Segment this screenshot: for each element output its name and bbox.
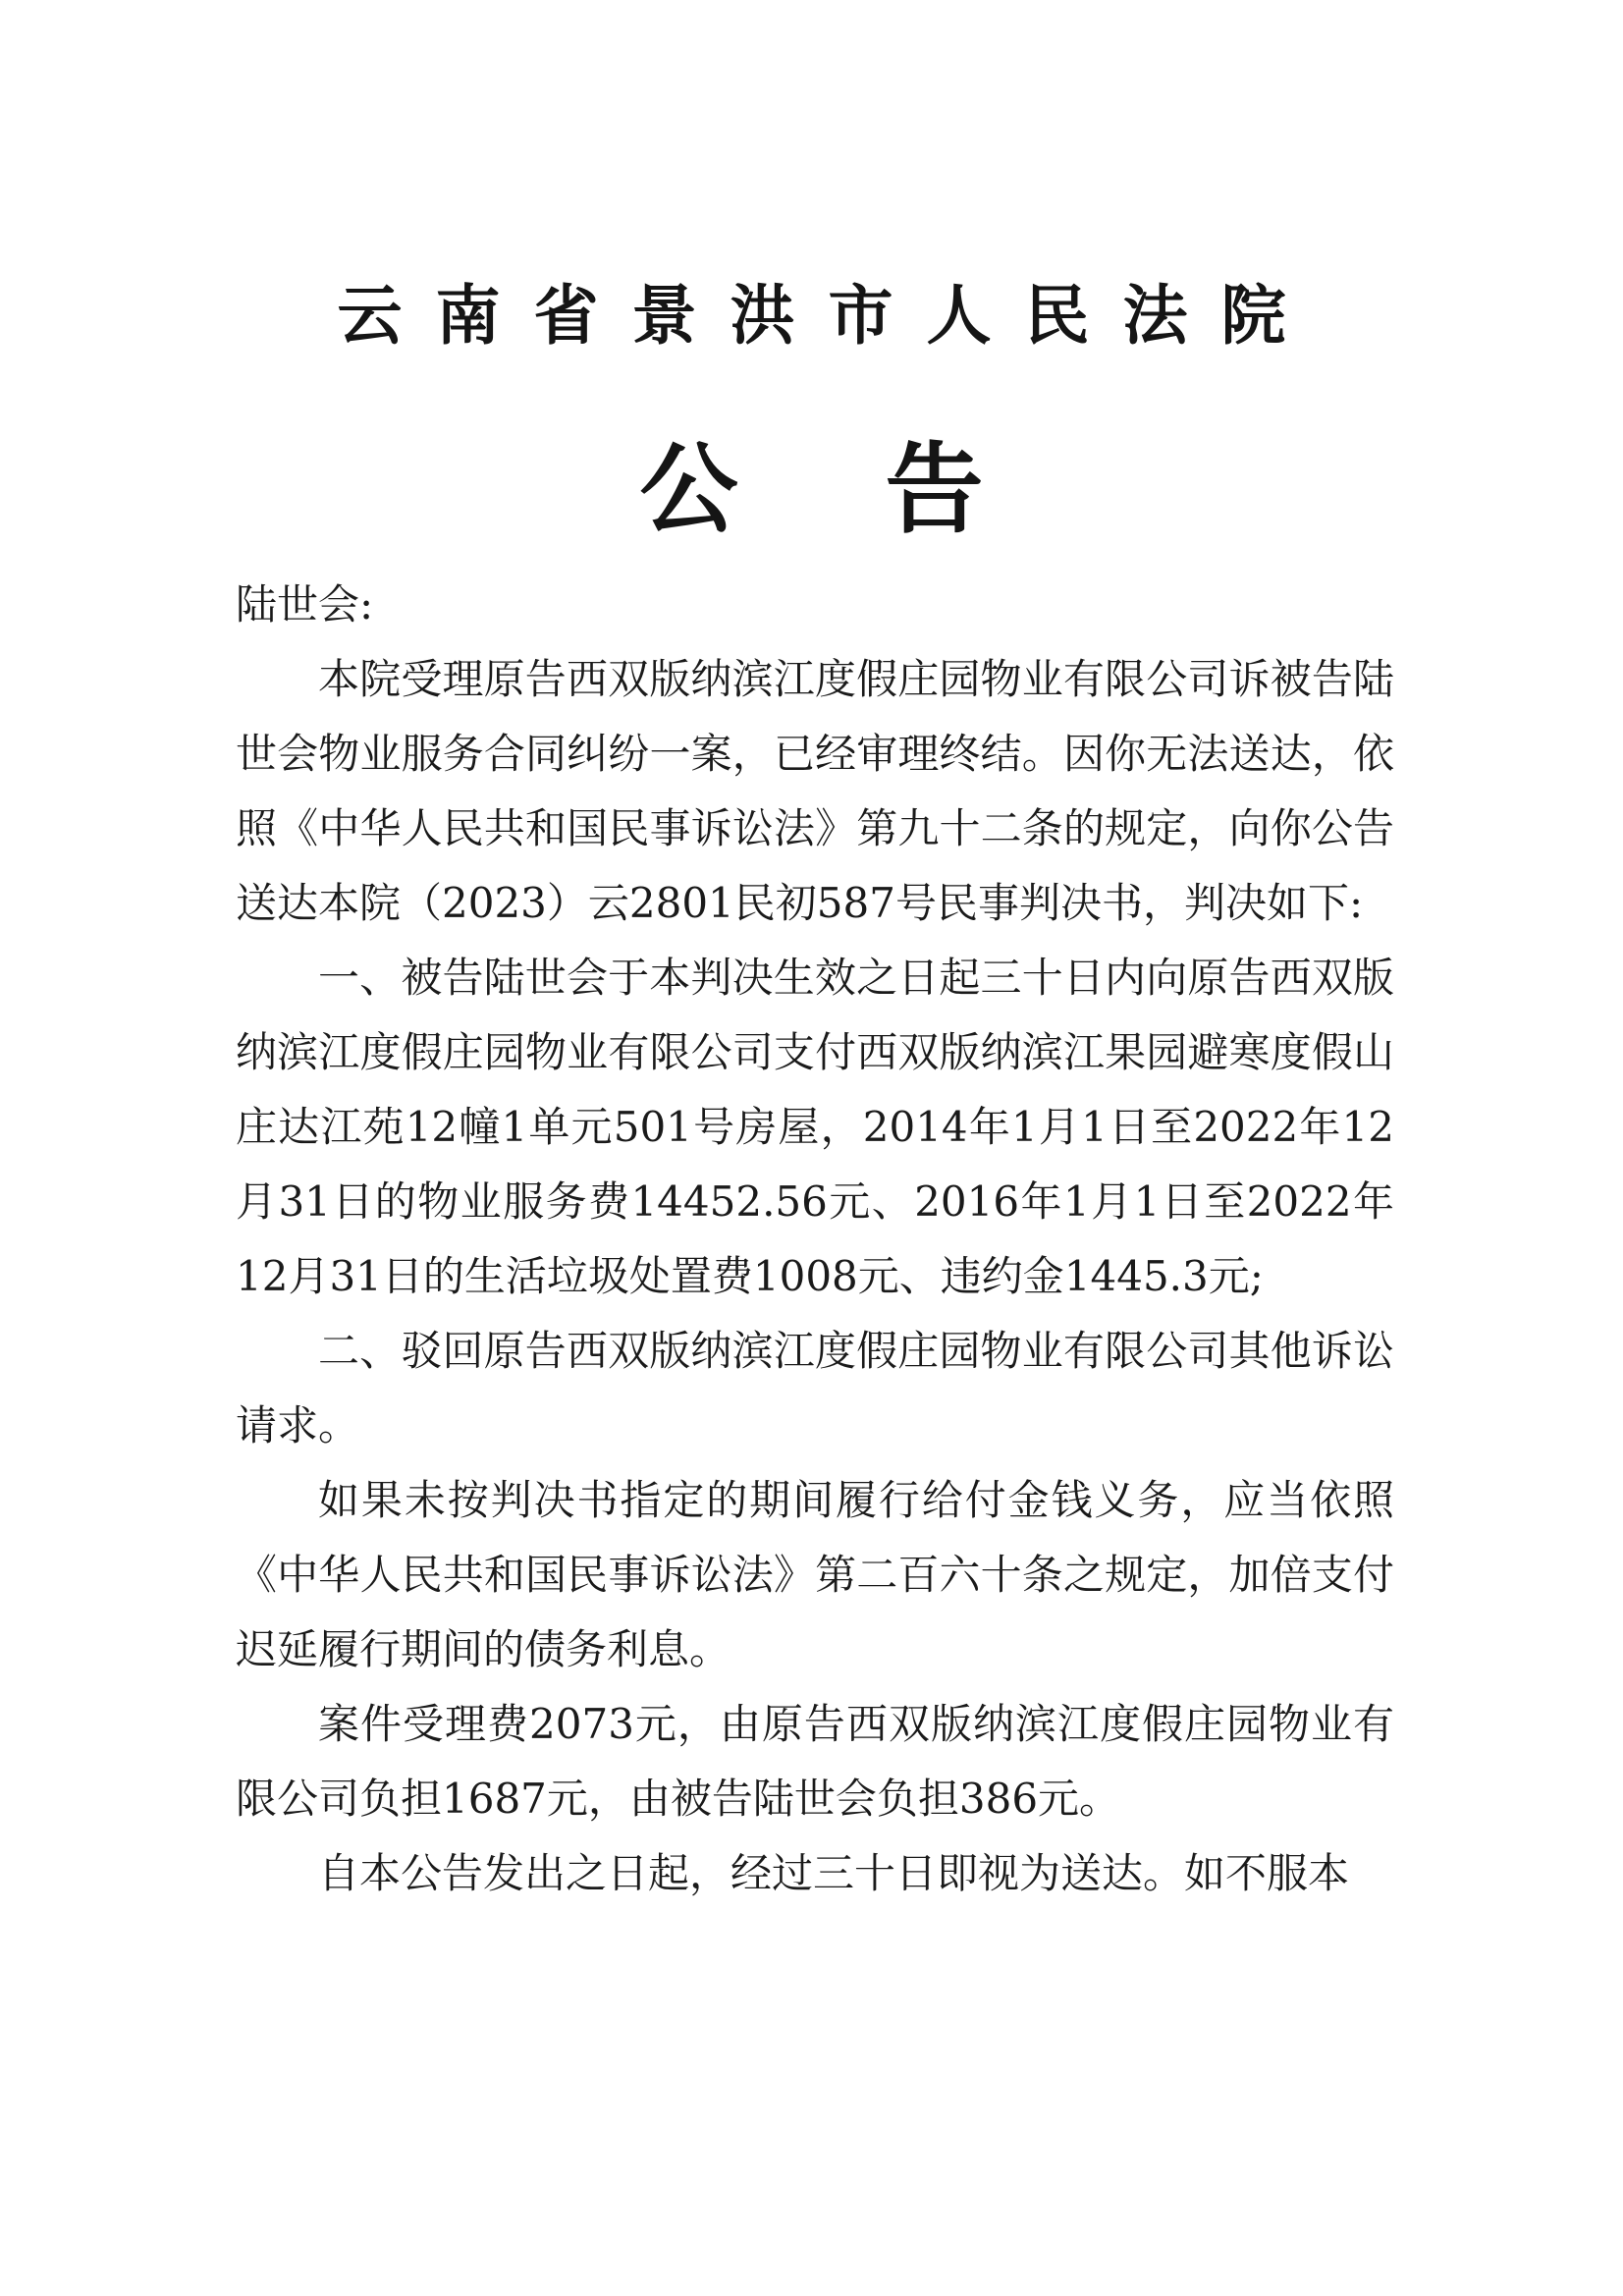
addressee: 陆世会: (236, 580, 374, 629)
paragraph-service-notice: 自本公告发出之日起，经过三十日即视为送达。如不服本 (318, 1849, 1350, 1897)
paragraph-judgment-item-2: 二、驳回原告西双版纳滨江度假庄园物业有限公司其他诉讼请求。 (236, 1327, 1394, 1449)
paragraph-case-intro: 本院受理原告西双版纳滨江度假庄园物业有限公司诉被告陆世会物业服务合同纠纷一案，已经审理终结。因你无法送达，依照《中华人民共和国民事诉讼法》第九十二条的规定，向你公告送达本院（2023）云2801民初587号民事判决书，判决如下: (236, 655, 1394, 927)
announcement-title: 公告 (639, 431, 1131, 547)
court-name-heading: 云南省景洪市人民法院 (337, 277, 1320, 354)
announcement-body (236, 568, 1394, 1911)
paragraph-late-payment: 如果未按判决书指定的期间履行给付金钱义务，应当依照《中华人民共和国民事诉讼法》第二百六十条之规定，加倍支付迟延履行期间的债务利息。 (236, 1476, 1394, 1673)
paragraph-judgment-item-1: 一、被告陆世会于本判决生效之日起三十日内向原告西双版纳滨江度假庄园物业有限公司支付西双版纳滨江果园避寒度假山庄达江苑12幢1单元501号房屋，2014年1月1日至2022年12月31日的物业服务费14452.56元、2016年1月1日至2022年12月31日的生活垃圾处置费1008元、违约金1445.3元; (236, 954, 1394, 1300)
paragraph-case-fee: 案件受理费2073元，由原告西双版纳滨江度假庄园物业有限公司负担1687元，由被告陆世会负担386元。 (236, 1700, 1394, 1823)
